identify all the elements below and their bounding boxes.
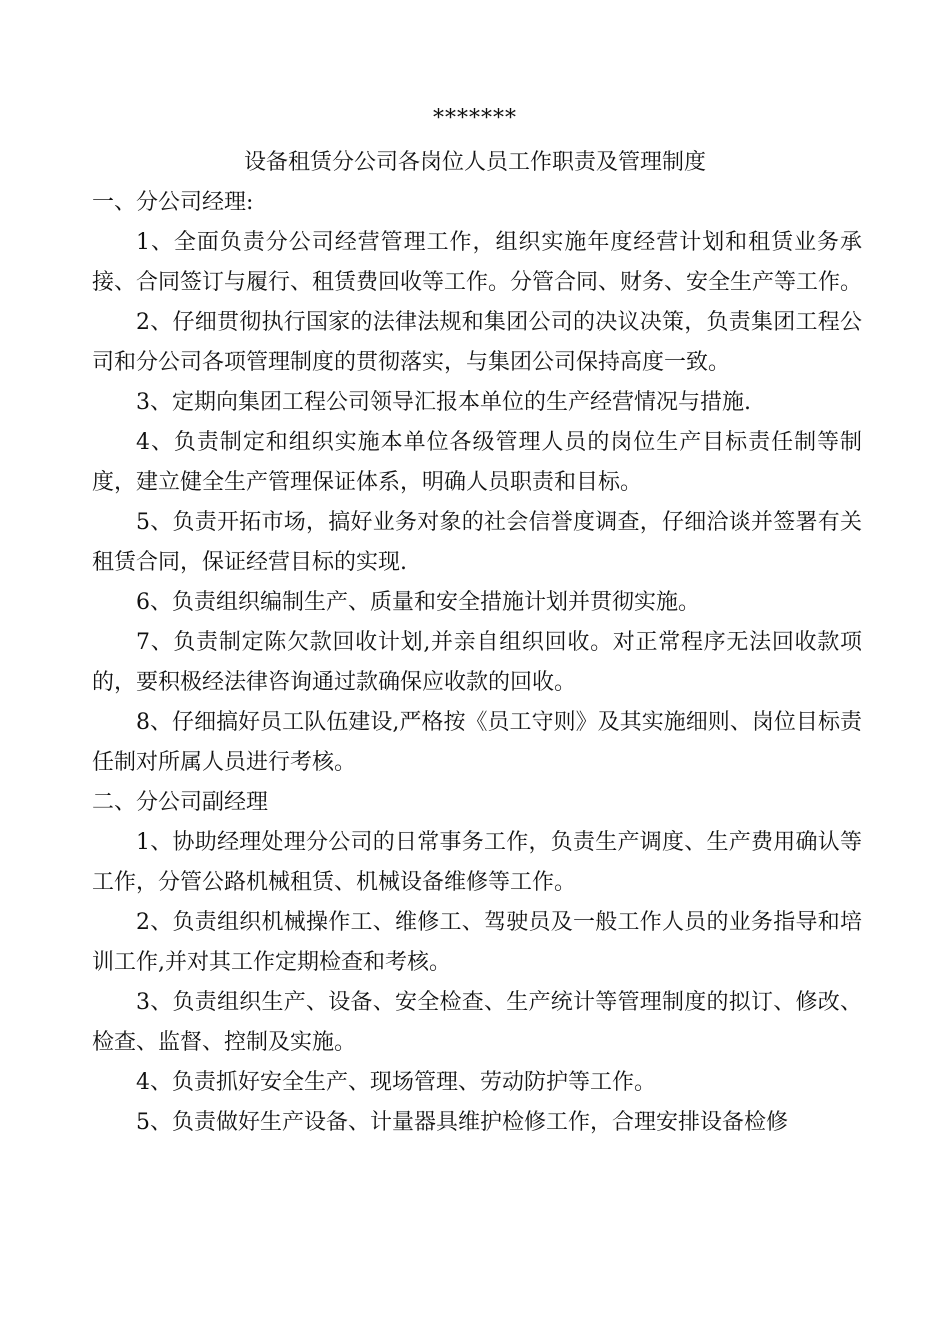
- deputy-duty-3: 3、负责组织生产、设备、安全检查、生产统计等管理制度的拟订、修改、检查、监督、控制及实施。: [92, 990, 862, 1055]
- manager-duty-4: 4、负责制定和组织实施本单位各级管理人员的岗位生产目标责任制等制度，建立健全生产管理保证体系，明确人员职责和目标。: [92, 430, 862, 495]
- deputy-duty-4: 4、负责抓好安全生产、现场管理、劳动防护等工作。: [136, 1070, 656, 1095]
- deputy-duty-5: 5、负责做好生产设备、计量器具维护检修工作，合理安排设备检修: [136, 1110, 788, 1135]
- document-title: 设备租赁分公司各岗位人员工作职责及管理制度: [243, 150, 706, 175]
- manager-duty-6: 6、负责组织编制生产、质量和安全措施计划并贯彻实施。: [136, 590, 700, 615]
- manager-duty-5: 5、负责开拓市场，搞好业务对象的社会信誉度调查，仔细洽谈并签署有关租赁合同，保证经营目标的实现.: [92, 510, 862, 575]
- deputy-duty-1: 1、协助经理处理分公司的日常事务工作，负责生产调度、生产费用确认等工作，分管公路机械租赁、机械设备维修等工作。: [92, 830, 862, 895]
- manager-duty-8: 8、仔细搞好员工队伍建设,严格按《员工守则》及其实施细则、岗位目标责任制对所属人员进行考核。: [92, 710, 862, 775]
- manager-duty-7: 7、负责制定陈欠款回收计划,并亲自组织回收。对正常程序无法回收款项的，要积极经法律咨询通过款确保应收款的回收。: [92, 630, 862, 695]
- manager-duty-1: 1、全面负责分公司经营管理工作，组织实施年度经营计划和租赁业务承接、合同签订与履行、租赁费回收等工作。分管合同、财务、安全生产等工作。: [92, 230, 863, 295]
- section-heading-manager: 一、分公司经理:: [92, 190, 254, 215]
- deputy-duty-2: 2、负责组织机械操作工、维修工、驾驶员及一般工作人员的业务指导和培训工作,并对其工作定期检查和考核。: [92, 910, 862, 975]
- document-body: [92, 183, 862, 1143]
- manager-duty-3: 3、定期向集团工程公司领导汇报本单位的生产经营情况与措施.: [136, 390, 751, 415]
- header-stars: *******: [433, 106, 517, 131]
- manager-duty-2: 2、仔细贯彻执行国家的法律法规和集团公司的决议决策，负责集团工程公司和分公司各项管理制度的贯彻落实，与集团公司保持高度一致。: [92, 310, 862, 375]
- section-heading-deputy-manager: 二、分公司副经理: [92, 790, 269, 815]
